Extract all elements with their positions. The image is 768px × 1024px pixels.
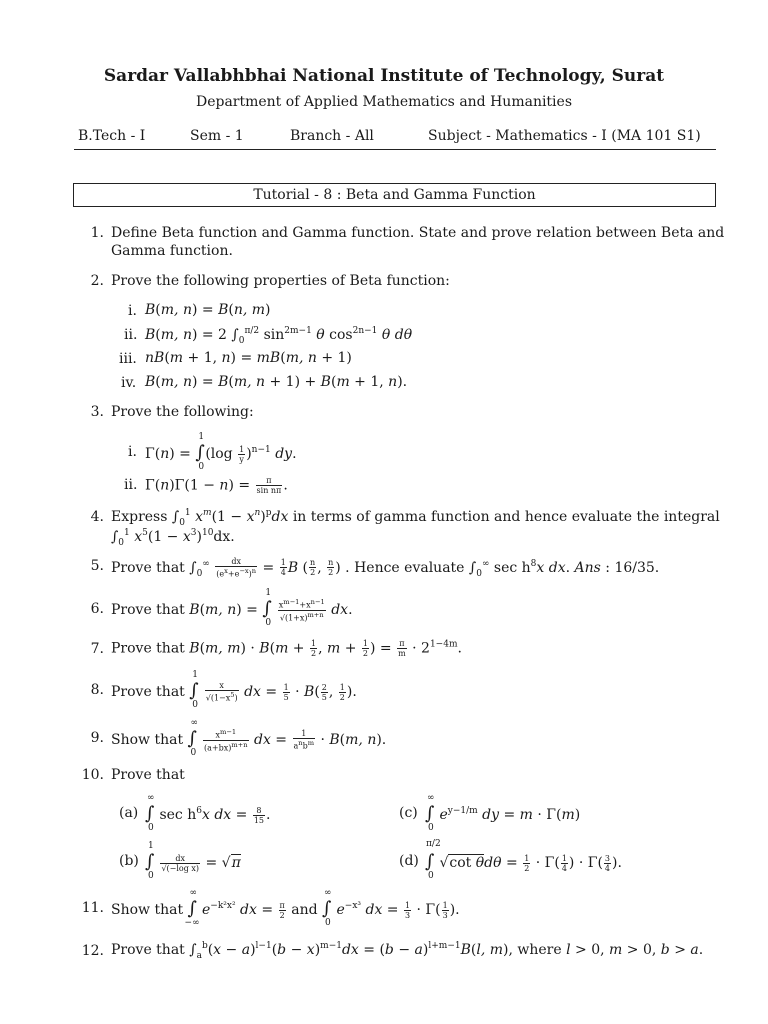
q10-item-a-expr: ∫ ∞ 0 $\sec h^6x$ dx = $\frac{8}{15}$ .: [145, 793, 271, 833]
q2-item-iii-label: iii.: [119, 351, 137, 367]
q4-number: 4.: [90, 509, 104, 525]
q6-pre: Prove that: [111, 602, 185, 619]
department-name: Department of Applied Mathematics and Humanities: [195, 94, 573, 110]
q2-item-ii-label: ii.: [124, 327, 138, 343]
q9-number: 9.: [90, 730, 104, 746]
q5-ans: : 16/35.: [605, 559, 660, 576]
q10-item-d-label: (d): [399, 853, 419, 869]
q12-tail: , where: [508, 942, 562, 958]
q6-text: Prove that B(m, n) = ∫ 1 0 $\frac{x^{m-1}+x^{n-1}}{√(1+x)^{m+n}}$ dx.: [111, 588, 353, 629]
q2-item-i-label: i.: [128, 303, 137, 319]
q11-number: 11.: [81, 900, 104, 916]
q4-tail: dx.: [213, 529, 235, 545]
q6-number: 6.: [90, 601, 104, 617]
q8-number: 8.: [90, 682, 104, 698]
q3-item-i-label: i.: [128, 444, 137, 460]
q7-text: Prove that B(m, m) · B(m + $\frac{1}{2}$ , m + $\frac{1}{2}$ ) = $\frac{\pi}{m}$ · $2^{1-4m}$.: [111, 639, 462, 658]
q3-item-ii-label: ii.: [124, 477, 138, 493]
tutorial-title: Tutorial - 8 : Beta and Gamma Function: [73, 183, 716, 207]
q12-pre: Prove that: [111, 942, 185, 958]
q5-pre: Prove that: [111, 559, 185, 576]
course-label: B.Tech - I: [78, 128, 146, 144]
q11-text: Show that ∫ ∞ −∞ $e^{-k^2x^2}$ dx = $\frac{\pi}{2}$ and ∫ ∞ 0 $e^{-x^3}$ dx = $\frac{1}{3}$ · Γ( $\frac{1}{3}$ ).: [111, 888, 460, 928]
q10-item-c-label: (c): [399, 805, 418, 821]
q10-item-b-label: (b): [119, 853, 139, 869]
q5-number: 5.: [90, 558, 104, 574]
q10-number: 10.: [81, 767, 104, 783]
q10-item-c-expr: ∫ ∞ 0 $e^{y-1/m}$ dy = m · Γ(m): [425, 793, 581, 833]
q8-text: Prove that ∫ 1 0 $\frac{x}{√(1-x^5)}$ dx = $\frac{1}{5}$ · B( $\frac{2}{5}$ , $\frac{1}{2}$ ).: [111, 670, 357, 710]
q12-number: 12.: [81, 943, 104, 959]
q3-number: 3.: [90, 404, 104, 420]
q5-ans-label: Ans: [574, 559, 601, 576]
q8-pre: Prove that: [111, 684, 185, 700]
q7-number: 7.: [90, 641, 104, 657]
q2-item-iv-expr: B(m, n) = B(m, n + 1) + B(m + 1, n).: [145, 374, 408, 390]
q11-mid: and: [291, 902, 318, 918]
q4-integral: $\int_0^1$ $x^5(1 - x^3)^{10}dx$.: [111, 528, 235, 548]
q10-item-b-expr: ∫ 1 0 $\frac{dx}{\text{√(−log x)}}$ = √π: [145, 841, 241, 881]
q2-number: 2.: [90, 273, 104, 289]
q11-pre: Show that: [111, 902, 184, 918]
semester-label: Sem - 1: [190, 128, 244, 144]
q5-mid: . Hence evaluate: [345, 559, 465, 576]
q4-post: in terms of gamma function and hence evaluate the integral: [292, 509, 720, 525]
q4-pre: Express: [111, 509, 168, 525]
subject-label: Subject - Mathematics - I (MA 101 S1): [428, 128, 701, 144]
q1-number: 1.: [90, 225, 104, 241]
q7-pre: Prove that: [111, 640, 185, 657]
q3-item-ii-expr: Γ(n)Γ(1 − n) = $\frac{\pi}{\text{sin nπ}}$ .: [145, 476, 288, 495]
q10-item-a-label: (a): [119, 805, 139, 821]
header-rule: [74, 149, 716, 150]
q4-text: Express $\int_0^1$ $x^m(1 - x^n)^pdx$ in terms of gamma function and hence evaluate the integral: [111, 508, 720, 528]
q3-item-i-expr: Γ(n) = ∫ 1 0 (log $\frac{1}{y}$ )$^{n-1}$ dy.: [145, 432, 297, 472]
q10-item-d-expr: ∫ π/2 0 √cot θdθ = $\frac{1}{2}$ · Γ( $\frac{1}{4}$ ) · Γ( $\frac{3}{4}$ ).: [425, 839, 622, 881]
q2-text: Prove the following properties of Beta function:: [111, 273, 450, 289]
q2-item-i-expr: B(m, n) = B(n, m): [145, 302, 271, 318]
institute-title: Sardar Vallabhbhai National Institute of Technology, Surat: [103, 66, 665, 86]
q12-text: Prove that $\int_a^b(x - a)^{l-1}(b - x)^{m-1}dx = (b - a)^{l+m-1}B(l$, m), where l > 0, m > 0, b > a.: [111, 941, 704, 961]
q9-text: Show that ∫ ∞ 0 $\frac{x^{m-1}}{(a+bx)^{m+n}}$ dx = $\frac{1}{a^nb^m}$ · B(m, n).: [111, 718, 387, 759]
branch-label: Branch - All: [290, 128, 374, 144]
q9-pre: Show that: [111, 732, 184, 749]
q2-item-iii-expr: nB(m + 1, n) = mB(m, n + 1): [145, 350, 352, 366]
q2-item-ii-expr: B(m, n) = 2 $\int_0^{\pi/2}$ $\sin^{2m-1} \theta$ $\cos^{2n-1} \theta$ dθ: [145, 326, 413, 346]
q2-item-iv-label: iv.: [121, 375, 137, 391]
q1-text-cont: Gamma function.: [111, 243, 233, 259]
q10-text: Prove that: [111, 767, 185, 783]
q3-text: Prove the following:: [111, 404, 254, 420]
q1-text: Define Beta function and Gamma function. State and prove relation between Beta and: [111, 225, 725, 241]
q5-text: Prove that $\int_0^\infty$ $\frac{dx}{(e^x+e^{-x})^n}$ = $\frac{1}{4}$ B ( $\frac{n}{2}$ , $\frac{n}{2}$ ) . Hence evaluate $\int_0^\infty$ $\sec h^8x$ dx. Ans : 16/35.: [111, 557, 660, 579]
